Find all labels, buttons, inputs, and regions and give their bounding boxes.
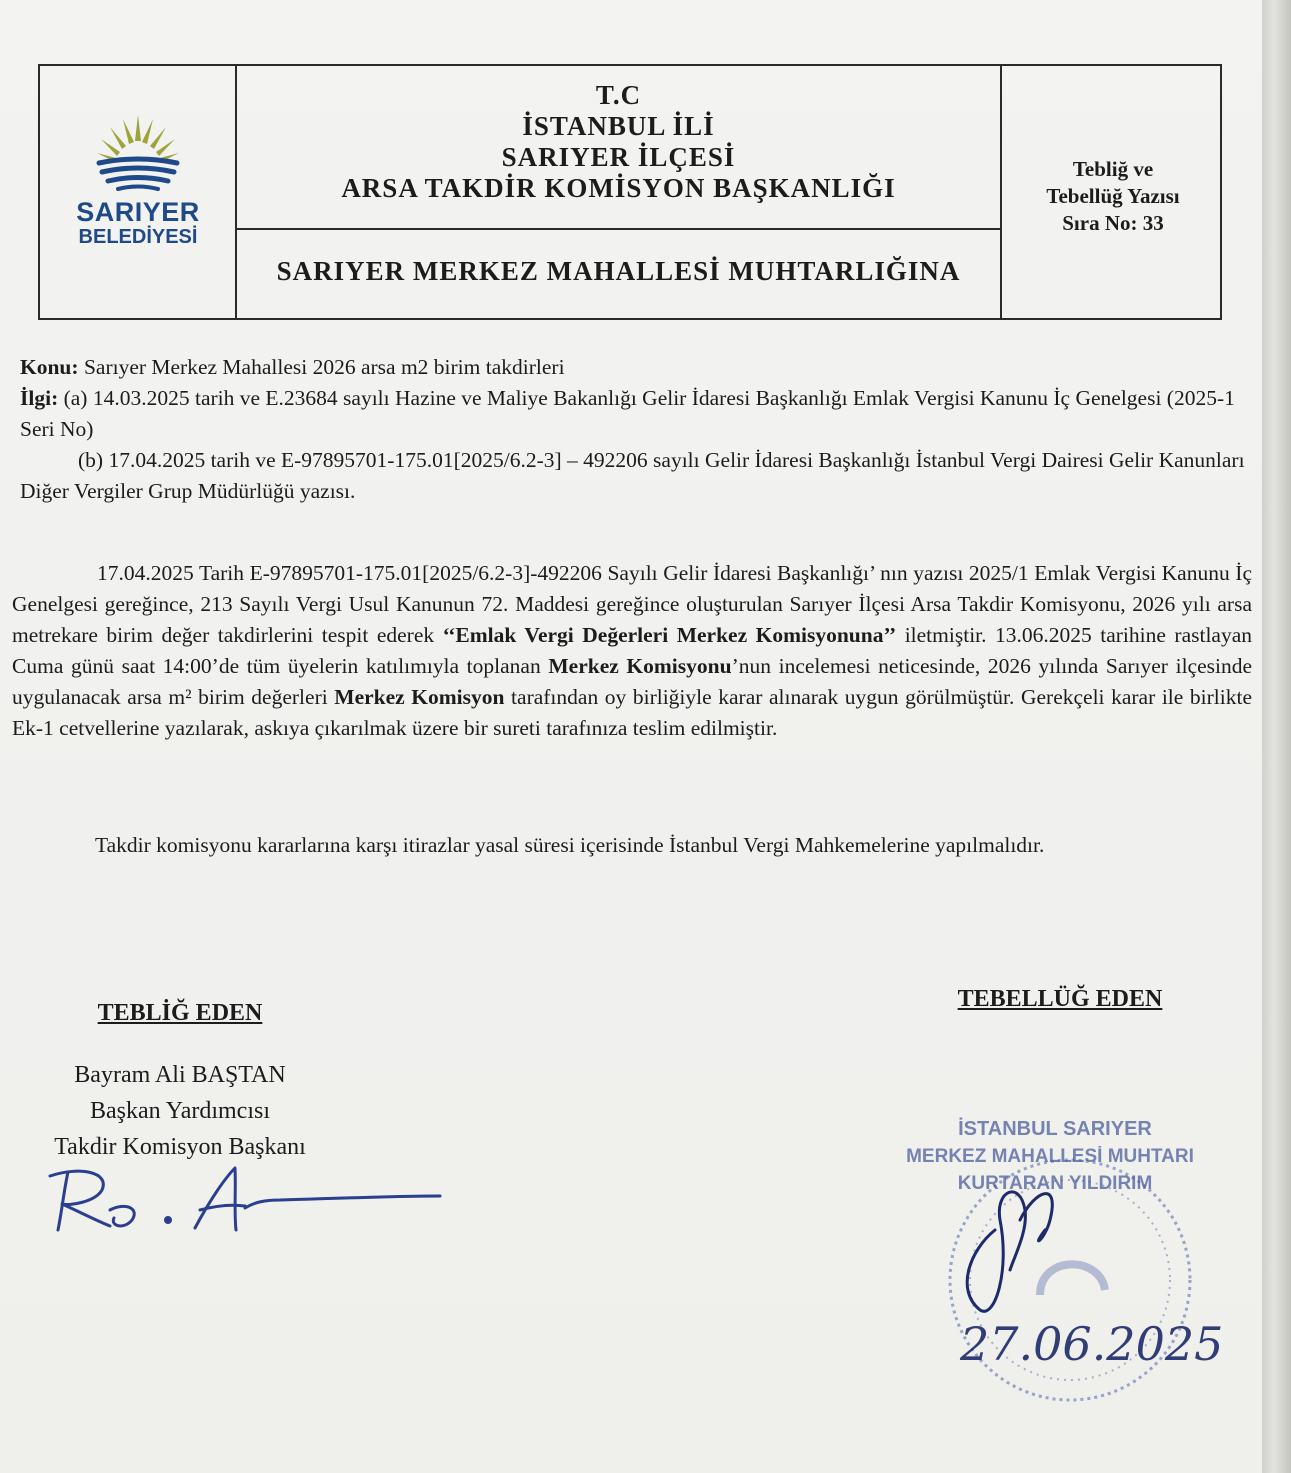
- authority-line-district: SARIYER İLÇESİ: [501, 142, 736, 172]
- issuing-authority: [237, 80, 1000, 204]
- mukhtar-stamp: [900, 1070, 1230, 1410]
- p1-part-e: ’nun incelemesi neticesinde, 2026 yılında Sarıyer ilçesinde uygulanacak arsa m² birim değerleri: [12, 654, 1253, 709]
- ilgi-b-text: (b) 17.04.2025 tarih ve E-97895701-175.01[2025/6.2-3] – 492206 sayılı Gelir İdaresi Başkanlığı İstanbul Vergi Dairesi Gelir Kanunları Diğer Vergiler Grup Müdürlüğü yazısı.: [20, 448, 1245, 503]
- p1-part-g: tarafından oy birliğiyle karar alınarak uygun görülmüştür. Gerekçeli karar ile birlikte Ek-1 cetvellerine yazılarak, askıya çıkarılmak üzere bir sureti tarafınıza teslim edilmiştir.: [12, 685, 1252, 740]
- doc-type-line1: Tebliğ ve: [1072, 157, 1154, 181]
- logo-name: SARIYER: [76, 197, 200, 227]
- stamp-date: 27.06.2025: [960, 1317, 1224, 1371]
- p1-merkez-komisyon: Merkez Komisyon: [334, 685, 505, 709]
- konu-line: [20, 352, 1255, 383]
- konu-text: Sarıyer Merkez Mahallesi 2026 arsa m2 birim takdirleri: [83, 355, 565, 379]
- tebellug-eden-heading: TEBELLÜĞ EDEN: [957, 986, 1163, 1012]
- stamp-line-1: İSTANBUL SARIYER: [958, 1118, 1152, 1140]
- handwritten-signature-left: [40, 1160, 460, 1250]
- doc-type-line2: Tebellüğ Yazısı: [1046, 184, 1180, 208]
- teblig-eden-heading: TEBLİĞ EDEN: [97, 1000, 263, 1026]
- header-box: [38, 64, 1222, 320]
- ilgi-a-text: (a) 14.03.2025 tarih ve E.23684 sayılı Hazine ve Maliye Bakanlığı Gelir İdaresi Başkanlığı Emlak Vergisi Kanunu İç Genelgesi (2025-1 Seri No): [20, 386, 1235, 441]
- signer-name: Bayram Ali BAŞTAN: [74, 1062, 286, 1088]
- authority-line-tc: T.C: [595, 80, 642, 110]
- konu-label: Konu:: [20, 355, 79, 379]
- signer-title-1: Başkan Yardımcısı: [90, 1098, 270, 1124]
- main-paragraph: [12, 558, 1252, 744]
- left-signature-block: [0, 995, 360, 1165]
- sariyer-logo: [58, 111, 218, 271]
- sun-sea-logo-icon: [93, 111, 183, 193]
- stamp-line-2: MERKEZ MAHALLESİ MUHTARI: [906, 1146, 1194, 1167]
- p2-text: Takdir komisyonu kararlarına karşı itirazlar yasal süresi içerisinde İstanbul Vergi Mahkemelerine yapılmalıdır.: [95, 833, 1045, 857]
- document-info: [1002, 156, 1224, 237]
- authority-line-province: İSTANBUL İLİ: [522, 111, 715, 141]
- authority-line-commission: ARSA TAKDİR KOMİSYON BAŞKANLIĞI: [341, 173, 896, 203]
- objection-paragraph: [10, 830, 1255, 861]
- page-edge-shadow: [1262, 0, 1291, 1473]
- p1-merkez-komisyonu: Merkez Komisyonu: [548, 654, 732, 678]
- header-divider-middle: [235, 228, 1002, 230]
- p1-commission-quote: ‘‘Emlak Vergi Değerleri Merkez Komisyonuna’’: [442, 623, 897, 647]
- doc-number: Sıra No: 33: [1062, 211, 1164, 235]
- logo-subtitle: BELEDİYESİ: [78, 226, 198, 248]
- ilgi-label: İlgi:: [20, 386, 59, 410]
- ilgi-a-line: [20, 383, 1255, 445]
- p1-part-a: 17.04.2025 Tarih E-97895701-175.01[2025/6.2-3]-492206 Sayılı Gelir İdaresi Başkanlığı’ nın yazısı 2025/1 Emlak Vergisi Kanunu İç Genelgesi gereğince, 213 Sayılı Vergi Usul Kanunun 72. Maddesi gereğince oluşturulan Sarıyer İlçesi Arsa Takdir Komisyonu, 2026 yılı arsa metrekare birim değer takdirlerini tespit ederek: [12, 561, 1252, 647]
- signer-title-2: Takdir Komisyon Başkanı: [54, 1134, 306, 1160]
- subject-block: [20, 352, 1255, 507]
- ilgi-b-line: [20, 445, 1255, 507]
- recipient-title: SARIYER MERKEZ MAHALLESİ MUHTARLIĞINA: [276, 256, 961, 286]
- p1-part-c: iletmiştir. 13.06.2025 tarihine rastlayan Cuma günü saat 14:00’de tüm üyelerin katılımıyla toplanan: [12, 623, 1253, 678]
- stamp-line-3: KURTARAN YILDIRIM: [957, 1173, 1153, 1194]
